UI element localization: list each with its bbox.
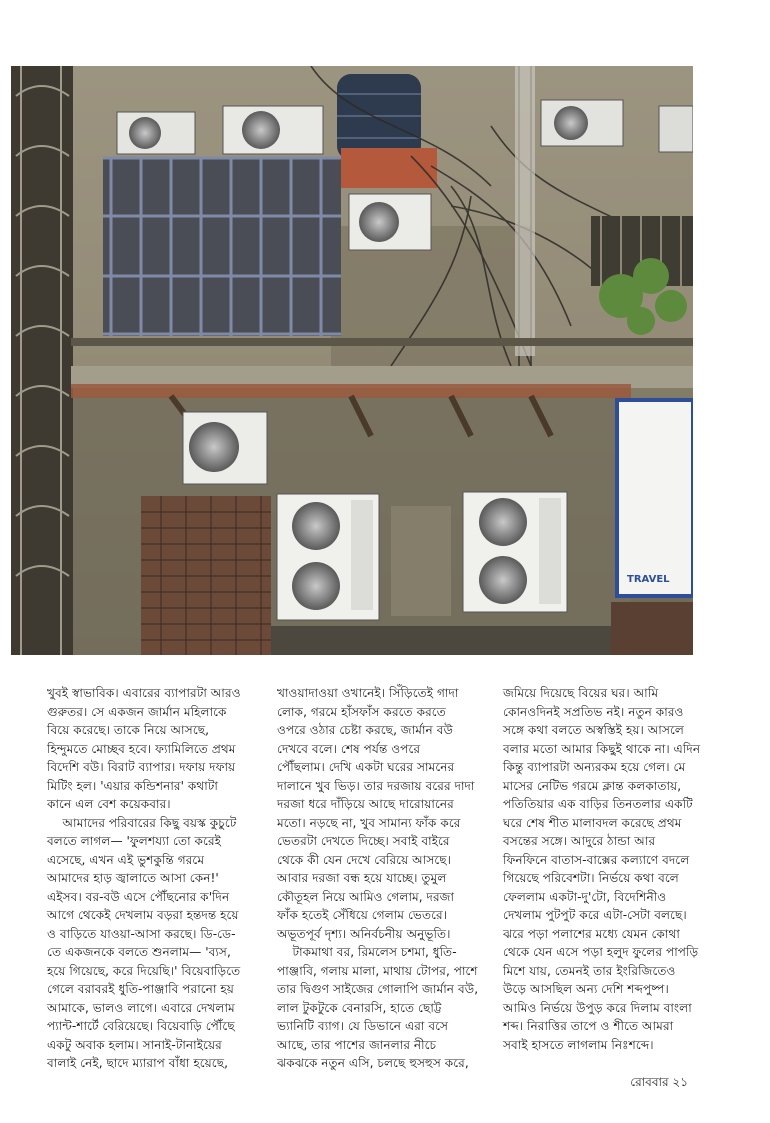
text-line: মিটিং হল। 'এয়ার কন্ডিশনার' কথাটা [47,778,218,793]
text-line: প্যান্ট-শার্টে বেরিয়েছে। বিয়েবাড়ি পৌঁছে [47,1019,235,1033]
article-photo [11,66,693,655]
text-line: মতো। নড়ছে না, খুব সামান্য ফাঁক করে [277,815,461,830]
text-line: দরজা ধরে দাঁড়িয়ে আছে দারোয়ানের [277,797,454,811]
text-line: দেখবে বলে। শেষ পর্যন্ত ওপরে [277,741,421,756]
text-line: শব্দ। নিরাত্তির তাপে ও শীতে আমরা [503,1019,674,1033]
text-line: ও বাড়িতে যাওয়া-আসা করছে। ডি-ডে- [47,926,236,941]
text-line: মাসের নেটিভ গরমে ক্লান্ত কলকাতায়, [503,778,682,793]
text-line: কৌতূহল নিয়ে আমিও গেলাম, দরজা [277,889,455,904]
sign-text: TRAVEL [627,574,670,585]
page-folio: রোববার ২১ [630,1075,688,1089]
text-line: আমিও নির্ভয়ে উপুড় করে দিলাম বাংলা [503,1000,692,1015]
text-line: ঝকঝকে নতুন এসি, চলছে হুসহুস করে, [277,1056,469,1070]
text-line: এইসব। বর-বউ এসে পৌঁছনোর ক'দিন [47,889,230,904]
article-column-2 [277,684,492,1073]
text-line: জমিয়ে দিয়েছে বিয়ের ঘর। আমি [503,686,659,700]
text-line: থেকে কী যেন দেখে বেরিয়ে আসছে। [277,852,452,867]
text-line: গিয়েছে পরিবেশটা। নির্ভয়ে কথা বলে [503,871,679,885]
text-line: বসন্তের সঙ্গে। আদুরে ঠান্ডা আর [503,834,656,848]
text-line: আমাকে, ভালও লাগে। এবারে দেখলাম [47,1000,235,1015]
text-line: আমাদের পরিবারের কিছু বয়স্ক কুচুটে [47,815,237,830]
text-line: ঘরে শেষ শীত মালাবদল করেছে প্রথম [503,815,682,830]
text-line: ভ্যানিটি ব্যাগ। যে ডিভানে এরা বসে [277,1019,449,1033]
text-line: খাওয়াদাওয়া ওখানেই। সিঁড়িতেই গাদা [277,686,459,700]
text-line: লাল টুকটুকে বেনারসি, হাতে ছোট্ট [277,1000,442,1015]
text-line: এসেছে, এখন এই ভুশকুন্তি গরমে [47,852,205,867]
text-line: অভূতপূর্ব দৃশ্য। অনির্বচনীয় অনুভূতি। [277,926,451,941]
text-line: বলতে লাগল— 'ফুলশয্যা তো করেই [47,834,222,848]
text-line: গুরুতর। সে একজন জার্মান মহিলাকে [47,704,227,719]
text-line: তার দ্বিগুণ সাইজের গোলাপি জার্মান বউ, [277,982,479,996]
text-line: আবার দরজা বন্ধ হয়ে যাচ্ছে। তুমুল [277,871,447,885]
text-line: হয়ে গিয়েছে, করে দিয়েছি।' বিয়েবাড়িতে [47,963,241,978]
text-line: পৌঁছলাম। দেখি একটা ঘরের সামনের [277,760,455,774]
text-line: বলার মতো আমার কিছুই থাকে না। এদিন [503,741,701,756]
text-line: খুবই স্বাভাবিক। এবারের ব্যাপারটা আরও [47,686,241,700]
text-line: সবাই হাসতে লাগলাম নিঃশব্দে। [503,1037,654,1052]
article-column-3 [503,684,718,1054]
text-line: আছে, তার পাশের জানলার নীচে [277,1037,437,1052]
text-line: উড়ে আসছিল অন্য দেশি শব্দপুষ্প। [503,982,669,996]
text-line: দেখলাম পুটপুট করে এটা-সেটা বলছে। [503,908,687,922]
text-line: মিশে যায়, তেমনই তার ইংরিজিতেও [503,963,676,978]
text-line: ভেতরটা দেখতে দিচ্ছে। সবাই বাইরে [277,834,450,848]
text-line: ফিনফিনে বাতাস-বাক্সের কল্যাণে বদলে [503,852,690,867]
text-line: লোক, গরমে হাঁসফাঁস করতে করতে [277,704,446,719]
text-line: আগে থেকেই দেখলাম বড়রা হন্তদন্ত হয়ে [47,908,239,922]
text-line: থেকে যেন এসে পড়া হলুদ ফুলের পাপড়ি [503,945,699,959]
text-line: বিয়ে করেছে। তাকে নিয়ে আসছে, [47,723,209,737]
text-line: দালানে খুব ভিড়। তার দরজায় বরের দাদা [277,778,475,793]
text-line: পতিতিয়ার এক বাড়ির তিনতলার একটি [503,797,693,811]
text-line: কোনওদিনই সপ্রতিভ নই। নতুন কারও [503,704,684,719]
text-line: বালাই নেই, ছাদে ম্যারাপ বাঁধা হয়েছে, [47,1056,228,1070]
text-line: ঝরে পড়া পলাশের মধ্যে যেমন কোথা [503,926,680,941]
text-line: ফাঁক হতেই সেঁধিয়ে গেলাম ভেতরে। [277,908,448,922]
text-line: একটু অবাক হলাম। সানাই-টানাইয়ের [47,1037,222,1052]
text-line: কানে এল বেশ কয়েকবার। [47,797,171,811]
text-line: আমাদের হাড় জ্বালাতে আসা কেন!' [47,871,219,885]
text-line: হিন্দুমতে মোচ্ছব হবে। ফ্যামিলিতে প্রথম [47,741,236,756]
article-column-1 [47,684,262,1073]
text-line: বিদেশি বউ। বিরাট ব্যাপার। দফায় দফায় [47,760,236,774]
text-line: সঙ্গে কথা বলতে অস্বস্তিই হয়। আসলে [503,723,685,737]
text-line: কিন্তু ব্যাপারটা অন্যরকম হয়ে গেল। মে [503,760,686,774]
text-line: তে একজনকে বলতে শুনলাম— 'ব্যস, [47,945,231,959]
text-line: টাকমাথা বর, রিমলেস চশমা, ধুতি- [277,945,457,959]
text-line: ওপরে ওঠার চেষ্টা করছে, জার্মান বউ [277,723,453,737]
text-line: গেলে বরাবরই ধুতি-পাঞ্জাবি পরানো হয় [47,982,234,996]
text-line: ফেললাম একটা-দু'টো, বিদেশিনীও [503,889,667,904]
text-line: পাঞ্জাবি, গলায় মালা, মাথায় টোপর, পাশে [277,963,478,978]
